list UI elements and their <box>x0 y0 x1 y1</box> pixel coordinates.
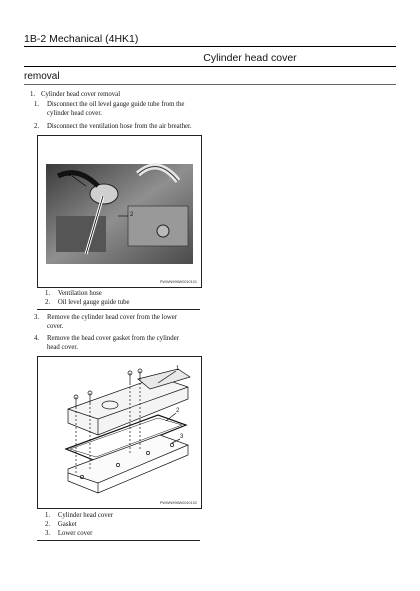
figure-2-caption-3 <box>45 530 92 539</box>
step-3-line-2: cover. <box>47 322 64 330</box>
figure-2-code: PWWN998W0010102 <box>159 501 197 505</box>
title-divider <box>24 66 396 67</box>
caption-text: Gasket <box>57 521 77 528</box>
figure-1-caption-1 <box>45 290 102 299</box>
caption-text: Ventilation hose <box>57 290 102 297</box>
figure-1-frame <box>37 135 202 288</box>
caption-text: Oil level gauge guide tube <box>57 299 130 306</box>
figure-1-caption-2 <box>45 299 130 308</box>
section-title: removal <box>24 71 60 82</box>
section-divider <box>24 84 396 85</box>
step-4-line-2: head cover. <box>47 343 78 351</box>
step-1-line-2: cylinder head cover. <box>47 109 102 117</box>
step-4 <box>34 335 204 353</box>
figure-2-callout-1: 1 <box>176 366 180 372</box>
figure-2-divider <box>37 540 200 541</box>
step-3 <box>34 314 204 332</box>
step-1-line-1: Disconnect the oil level gauge guide tube from the <box>47 101 185 108</box>
step-3-number: 3. <box>34 314 40 321</box>
figure-1-callout-1: 1 <box>68 172 72 178</box>
caption-number: 1. <box>45 290 51 297</box>
step-1 <box>34 101 204 119</box>
figure-2-callout-2: 2 <box>176 408 180 414</box>
figure-2-callout-3: 3 <box>180 434 184 440</box>
caption-text: Cylinder head cover <box>57 512 113 519</box>
figure-2-caption-1 <box>45 512 113 521</box>
step-4-number: 4. <box>34 335 40 342</box>
step-3-line-1: Remove the cylinder head cover from the lower <box>47 314 178 321</box>
figure-2-frame <box>37 356 202 509</box>
caption-number: 3. <box>45 530 51 537</box>
figure-1-callout-2: 2 <box>130 212 134 218</box>
figure-1-code: PWWN998W0010101 <box>159 280 197 284</box>
caption-number: 2. <box>45 299 51 306</box>
caption-number: 1. <box>45 512 51 519</box>
caption-text: Lower cover <box>57 530 93 537</box>
step-1-number: 1. <box>34 101 40 108</box>
figure-2-caption-2 <box>45 521 77 530</box>
step-4-line-1: Remove the head cover gasket from the cylinder <box>47 335 179 342</box>
caption-number: 2. <box>45 521 51 528</box>
page-header: 1B-2 Mechanical (4HK1) <box>24 33 396 47</box>
main-step-text: Cylinder head cover removal <box>41 91 121 98</box>
main-step-number: 1. <box>30 91 36 98</box>
figure-1-divider <box>37 309 200 310</box>
head-cover-exploded-diagram <box>38 357 201 508</box>
engine-photo-illustration <box>38 136 201 287</box>
step-2 <box>34 123 204 133</box>
step-2-number: 2. <box>34 123 40 130</box>
step-2-line-1: Disconnect the ventilation hose from the air breather. <box>47 123 192 130</box>
page-title: Cylinder head cover <box>203 52 297 64</box>
